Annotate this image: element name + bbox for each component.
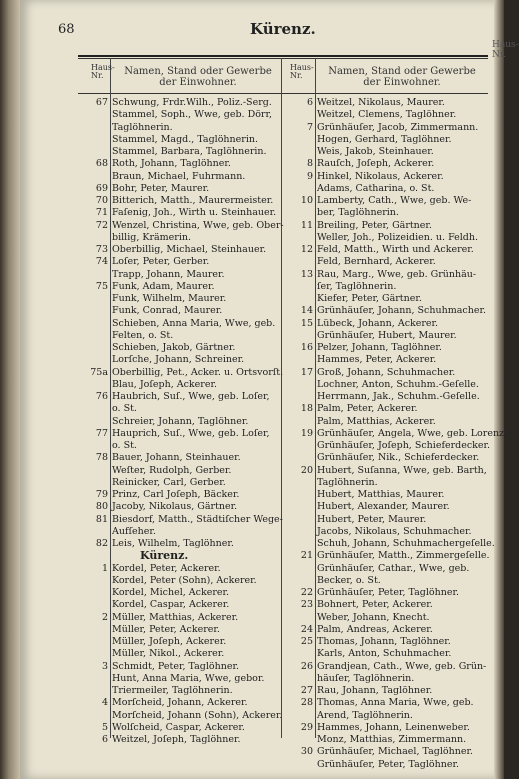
resident-entry: Taglöhnerin. [317,476,378,488]
resident-entry: ſer, Taglöhnerin. [317,280,397,292]
resident-entry: Stammel, Barbara, Taglöhnerin. [112,146,267,157]
house-number: 79 [95,489,108,500]
house-number: 67 [95,97,108,108]
house-number: 6 [101,734,108,745]
header-rule-top-thin [78,58,488,59]
house-number: 18 [300,403,313,415]
resident-entry: Hubert, Peter, Maurer. [317,513,427,525]
house-number: 12 [300,244,313,255]
resident-entry: Palm, Peter, Ackerer. [317,403,418,415]
resident-entry: Hogen, Gerhard, Taglöhner. [317,133,452,145]
resident-entry: Trapp, Johann, Maurer. [112,268,225,280]
resident-entry: Leis, Wilhelm, Taglöhner. [112,538,234,549]
resident-entry: Roth, Johann, Taglöhner. [112,158,231,170]
house-number: 9 [306,170,313,182]
resident-entry: Kordel, Caspar, Ackerer. [112,599,230,611]
resident-entry: Grünhäuſer, Johann, Schuhmacher. [317,305,486,317]
house-number: 25 [300,636,313,647]
resident-entry: Kordel, Peter (Sohn), Ackerer. [112,574,257,586]
resident-entry: Weis, Jakob, Steinhauer. [317,146,434,157]
page-number: 68 [58,22,75,37]
house-number: 68 [95,158,108,170]
resident-entry: Hammes, Peter, Ackerer. [317,354,437,366]
resident-entry: Grünhäuſer, Matth., Zimmergeſelle. [317,550,490,562]
resident-entry: Biesdorf, Matth., Städtiſcher Wege- [112,513,283,525]
resident-entry: Stammel, Magd., Taglöhnerin. [112,133,258,145]
house-number: 24 [300,623,313,635]
resident-entry: Rau, Johann, Taglöhner. [317,685,433,696]
resident-entry: Hubert, Alexander, Maurer. [317,501,450,513]
resident-entry: Wolſcheid, Caspar, Ackerer. [112,721,245,733]
resident-entry: Bitterich, Matth., Maurermeister. [112,195,274,206]
resident-entry: Adams, Catharina, o. St. [317,182,435,194]
house-number: 15 [300,317,313,329]
section-title: Kürenz. [140,549,189,563]
resident-entry: Hubert, Matthias, Maurer. [317,489,445,500]
house-number: 75 [95,280,108,292]
house-number: 82 [95,538,108,549]
resident-entry: Lamberty, Cath., Wwe, geb. We- [317,195,472,206]
resident-entry: Monz, Matthias, Zimmermann. [317,734,467,745]
resident-entry: Kiefer, Peter, Gärtner. [317,293,422,304]
resident-entry: Weitzel, Joſeph, Taglöhner. [112,734,241,745]
resident-entry: Grünhäuſer, Peter, Taglöhner. [317,587,459,598]
resident-entry: Braun, Michael, Fuhrmann. [112,170,246,182]
resident-entry: Funk, Conrad, Maurer. [112,305,223,317]
resident-entry: Prinz, Carl Joſeph, Bäcker. [112,489,240,500]
house-number: 5 [101,721,108,733]
resident-entry: Schmidt, Peter, Taglöhner. [112,660,239,672]
resident-entry: Kordel, Peter, Ackerer. [112,562,221,574]
house-number: 30 [300,746,313,758]
resident-entry: Triermeiler, Taglöhnerin. [112,685,233,696]
resident-entry: Becker, o. St. [317,574,381,586]
resident-entry: Müller, Joſeph, Ackerer. [112,636,227,647]
house-number: 78 [95,452,108,464]
resident-entry: Bauer, Johann, Steinhauer. [112,452,241,464]
house-number: 80 [95,501,108,513]
resident-entry: o. St. [112,403,137,415]
resident-entry: Schreier, Johann, Taglöhner. [112,415,249,427]
resident-entry: Pelzer, Johann, Taglöhner. [317,342,442,353]
right-no-header: Haus-Nr. [290,63,314,80]
house-number: 29 [300,721,313,733]
resident-entry: Groß, Johann, Schuhmacher. [317,366,456,378]
resident-entry: Schieben, Jakob, Gärtner. [112,342,236,353]
resident-entry: Oberbillig, Pet., Acker. u. Ortsvorſt. [112,366,284,378]
resident-entry: Müller, Nikol., Ackerer. [112,648,225,660]
resident-entry: Bohr, Peter, Maurer. [112,182,210,194]
header-rule-top [78,55,488,57]
resident-entry: Herrmann, Jak., Schuhm.-Geſelle. [317,391,480,402]
house-number: 75a [90,366,108,378]
resident-entry: ber, Taglöhnerin. [317,207,399,219]
house-number: 16 [300,342,313,353]
resident-entry: Grünhäuſer, Peter, Taglöhner. [317,758,459,770]
resident-entry: Thomas, Anna Maria, Wwe, geb. [317,697,474,709]
resident-entry: Schuh, Johann, Schuhmachergeſelle. [317,538,495,549]
resident-entry: Thomas, Johann, Taglöhner. [317,636,451,647]
center-divider [281,58,282,738]
house-number: 19 [300,427,313,439]
book-spine [0,0,20,779]
resident-entry: Grünhäuſer, Angela, Wwe, geb. Lorenz. [317,427,508,439]
house-number: 10 [300,195,313,206]
running-head: Kürenz. [250,20,316,38]
house-number: 81 [95,513,108,525]
house-number: 17 [300,366,313,378]
resident-entry: Aufſeher. [112,525,156,537]
resident-entry: Faſenig, Joh., Wirth u. Steinhauer. [112,207,277,219]
resident-entry: Morſcheid, Johann, Ackerer. [112,697,248,709]
house-number: 6 [306,97,313,108]
house-number: 28 [300,697,313,709]
house-number: 76 [95,391,108,402]
resident-entry: Hammes, Johann, Leinenweber. [317,721,470,733]
resident-entry: Grünhäuſer, Michael, Taglöhner. [317,746,473,758]
right-no-divider [315,58,316,738]
resident-entry: Bohnert, Peter, Ackerer. [317,599,433,611]
house-number: 73 [95,244,108,255]
house-number: 7 [306,121,313,133]
next-page-edge-label: Haus-Nr. [492,40,519,60]
resident-entry: Lorſche, Johann, Schreiner. [112,354,245,366]
resident-entry: Lübeck, Johann, Ackerer. [317,317,439,329]
house-number: 71 [95,207,108,219]
house-number: 11 [300,219,313,231]
resident-entry: Schieben, Anna Maria, Wwe, geb. [112,317,276,329]
left-name-header: Namen, Stand oder Gewerbe der Einwohner. [124,66,272,88]
resident-entry: Kordel, Michel, Ackerer. [112,587,230,598]
resident-entry: Schwung, Frdr.Wilh., Poliz.-Serg. [112,97,272,108]
house-number: 4 [101,697,108,709]
resident-entry: o. St. [112,440,137,451]
resident-entry: Grünhäuſer, Nik., Schieferdecker. [317,452,480,464]
resident-entry: Müller, Peter, Ackerer. [112,623,220,635]
house-number: 20 [300,464,313,476]
resident-entry: Arend, Taglöhnerin. [317,709,413,721]
resident-entry: Felten, o. St. [112,329,174,341]
resident-entry: Hauprich, Suſ., Wwe, geb. Loſer, [112,427,270,439]
resident-entry: Grünhäuſer, Cathar., Wwe, geb. [317,562,470,574]
left-no-divider [110,58,111,738]
resident-entry: Grünhäuſer, Jacob, Zimmermann. [317,121,479,133]
resident-entry: Palm, Andreas, Ackerer. [317,623,433,635]
resident-entry: Hubert, Suſanna, Wwe, geb. Barth, [317,464,487,476]
resident-entry: Hinkel, Nikolaus, Ackerer. [317,170,444,182]
house-number: 3 [101,660,108,672]
resident-entry: Lochner, Anton, Schuhm.-Geſelle. [317,378,479,390]
resident-entry: Feld, Matth., Wirth und Ackerer. [317,244,474,255]
house-number: 27 [300,685,313,696]
resident-entry: Weſter, Rudolph, Gerber. [112,464,232,476]
house-number: 23 [300,599,313,611]
resident-entry: Funk, Wilhelm, Maurer. [112,293,227,304]
resident-entry: Hunt, Anna Maria, Wwe, gebor. [112,672,265,684]
resident-entry: Grünhäuſer, Joſeph, Schieferdecker. [317,440,491,451]
house-number: 1 [101,562,108,574]
house-number: 13 [300,268,313,280]
resident-entry: Weitzel, Nikolaus, Maurer. [317,97,445,108]
resident-entry: Taglöhnerin. [112,121,173,133]
resident-entry: Oberbillig, Michael, Steinhauer. [112,244,267,255]
house-number: 26 [300,660,313,672]
resident-entry: Breiling, Peter, Gärtner. [317,219,432,231]
house-number: 77 [95,427,108,439]
resident-entry: Blau, Joſeph, Ackerer. [112,378,217,390]
resident-entry: Weller, Joh., Polizeidien. u. Feldh. [317,231,479,243]
resident-entry: Palm, Matthias, Ackerer. [317,415,436,427]
resident-entry: Wenzel, Christina, Wwe, geb. Ober- [112,219,284,231]
resident-entry: Jacoby, Nikolaus, Gärtner. [112,501,238,513]
resident-entry: Rauſch, Joſeph, Ackerer. [317,158,435,170]
resident-entry: Weber, Johann, Knecht. [317,611,430,623]
resident-entry: häuſer, Taglöhnerin. [317,672,415,684]
house-number: 2 [101,611,108,623]
house-number: 14 [300,305,313,317]
house-number: 74 [95,256,108,268]
house-number: 70 [95,195,108,206]
resident-entry: Haubrich, Suſ., Wwe, geb. Loſer, [112,391,270,402]
resident-entry: Loſer, Peter, Gerber. [112,256,210,268]
resident-entry: Jacobs, Nikolaus, Schuhmacher. [317,525,472,537]
resident-entry: Grandjean, Cath., Wwe, geb. Grün- [317,660,487,672]
house-number: 21 [300,550,313,562]
resident-entry: Funk, Adam, Maurer. [112,280,215,292]
left-no-header: Haus-Nr. [91,63,115,80]
resident-entry: Karls, Anton, Schuhmacher. [317,648,452,660]
resident-entry: Müller, Matthias, Ackerer. [112,611,239,623]
resident-entry: Reinicker, Carl, Gerber. [112,476,226,488]
resident-entry: Grünhäuſer, Hubert, Maurer. [317,329,457,341]
header-rule-bottom [78,93,488,94]
house-number: 72 [95,219,108,231]
house-number: 8 [306,158,313,170]
resident-entry: billig, Krämerin. [112,231,192,243]
resident-entry: Stammel, Soph., Wwe, geb. Dörr, [112,109,272,121]
resident-entry: Morſcheid, Johann (Sohn), Ackerer. [112,709,283,721]
resident-entry: Weitzel, Clemens, Taglöhner. [317,109,457,121]
resident-entry: Feld, Bernhard, Ackerer. [317,256,436,268]
house-number: 69 [95,182,108,194]
right-name-header: Namen, Stand oder Gewerbe der Einwohner. [328,66,476,88]
house-number: 22 [300,587,313,598]
resident-entry: Rau, Marg., Wwe, geb. Grünhäu- [317,268,477,280]
